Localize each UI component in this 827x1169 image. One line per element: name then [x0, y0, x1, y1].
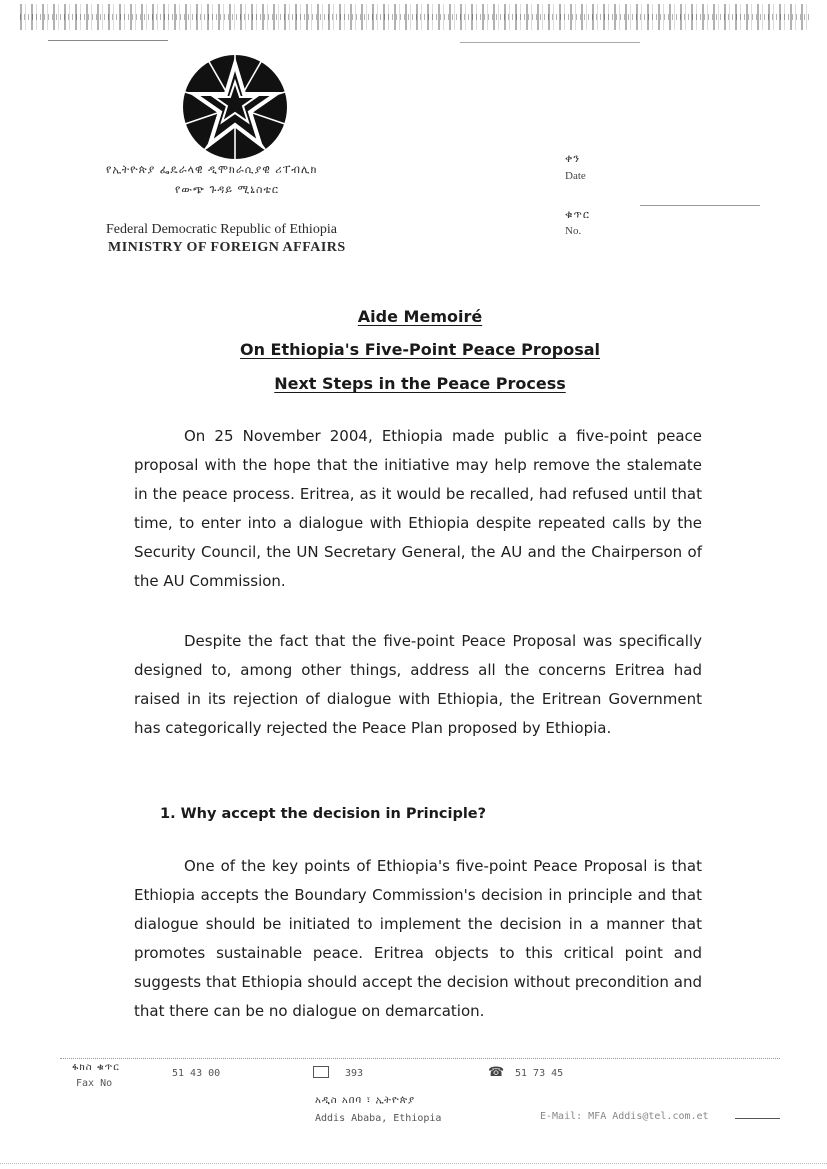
- paragraph-2: Despite the fact that the five-point Peace Proposal was specifically designed to, among other things, address all the concerns Eritrea had raised in its rejection of dialogue with Ethiopia, the Eritrean Government has categorically rejected the Peace Plan proposed by Ethiopia.: [134, 632, 702, 737]
- date-label: Date: [565, 170, 586, 182]
- telephone-icon: ☎: [488, 1064, 505, 1079]
- ref-amharic-label: ቁጥር: [565, 208, 590, 221]
- date-amharic-label: ቀን: [565, 152, 581, 165]
- footer-fax-number: 51 43 00: [172, 1068, 221, 1079]
- ethiopian-star-emblem-icon: [180, 52, 290, 162]
- footer-email: E-Mail: MFA Addis@tel.com.et: [540, 1111, 709, 1122]
- letterhead-amharic-line1: የኢትዮጵያ ፌዴራላዊ ዲሞክራሲያዊ ሪፐብሊክ: [106, 163, 318, 176]
- footer-fax-amharic: ፋክስ ቁጥር: [72, 1062, 120, 1073]
- footer-city-english: Addis Ababa, Ethiopia: [315, 1113, 442, 1124]
- paragraph-3: One of the key points of Ethiopia's five-point Peace Proposal is that Ethiopia accepts the Boundary Commission's decision in principle and that dialogue should be initiated to implement the decision in a manner that promotes sustainable peace. Eritrea objects to this critical point and suggests that Ethiopia should accept the decision without precondition and that there can be no dialogue on demarcation.: [134, 857, 702, 1020]
- ref-label: No.: [565, 225, 582, 237]
- doc-subtitle: On Ethiopia's Five-Point Peace Proposal: [239, 340, 601, 359]
- ref-rule: [640, 205, 760, 206]
- letterhead-country: Federal Democratic Republic of Ethiopia: [106, 222, 337, 237]
- letterhead-amharic-line2: የውጭ ጉዳይ ሚኒስቴር: [175, 183, 279, 196]
- header-rule-mid: [460, 42, 640, 43]
- scan-edge-bottom: [0, 1163, 827, 1164]
- pobox-icon: [313, 1066, 329, 1078]
- letterhead-ministry: MINISTRY OF FOREIGN AFFAIRS: [108, 240, 346, 255]
- header-rule-left: [48, 40, 168, 41]
- footer-tel-number: 51 73 45: [515, 1068, 564, 1079]
- footer-fax-label: Fax No: [76, 1078, 113, 1089]
- footer-city-amharic: አዲስ አበባ ፣ ኢትዮጵያ: [315, 1095, 416, 1106]
- doc-title: Aide Memoiré: [357, 307, 483, 326]
- doc-subtitle-2: Next Steps in the Peace Process: [274, 374, 566, 393]
- section-heading-1: 1. Why accept the decision in Principle?: [160, 806, 487, 822]
- footer-divider: [60, 1058, 780, 1059]
- footer-pobox-number: 393: [345, 1068, 364, 1079]
- scan-noise-top-fine: [20, 14, 810, 20]
- footer-rule-right: [735, 1118, 780, 1119]
- paragraph-1: On 25 November 2004, Ethiopia made public a five-point peace proposal with the hope that the initiative may help remove the stalemate in the peace process. Eritrea, as it would be recalled, had refused until that time, to enter into a dialogue with Ethiopia despite repeated calls by the Security Council, the UN Secretary General, the AU and the Chairperson of the AU Commission.: [134, 427, 702, 590]
